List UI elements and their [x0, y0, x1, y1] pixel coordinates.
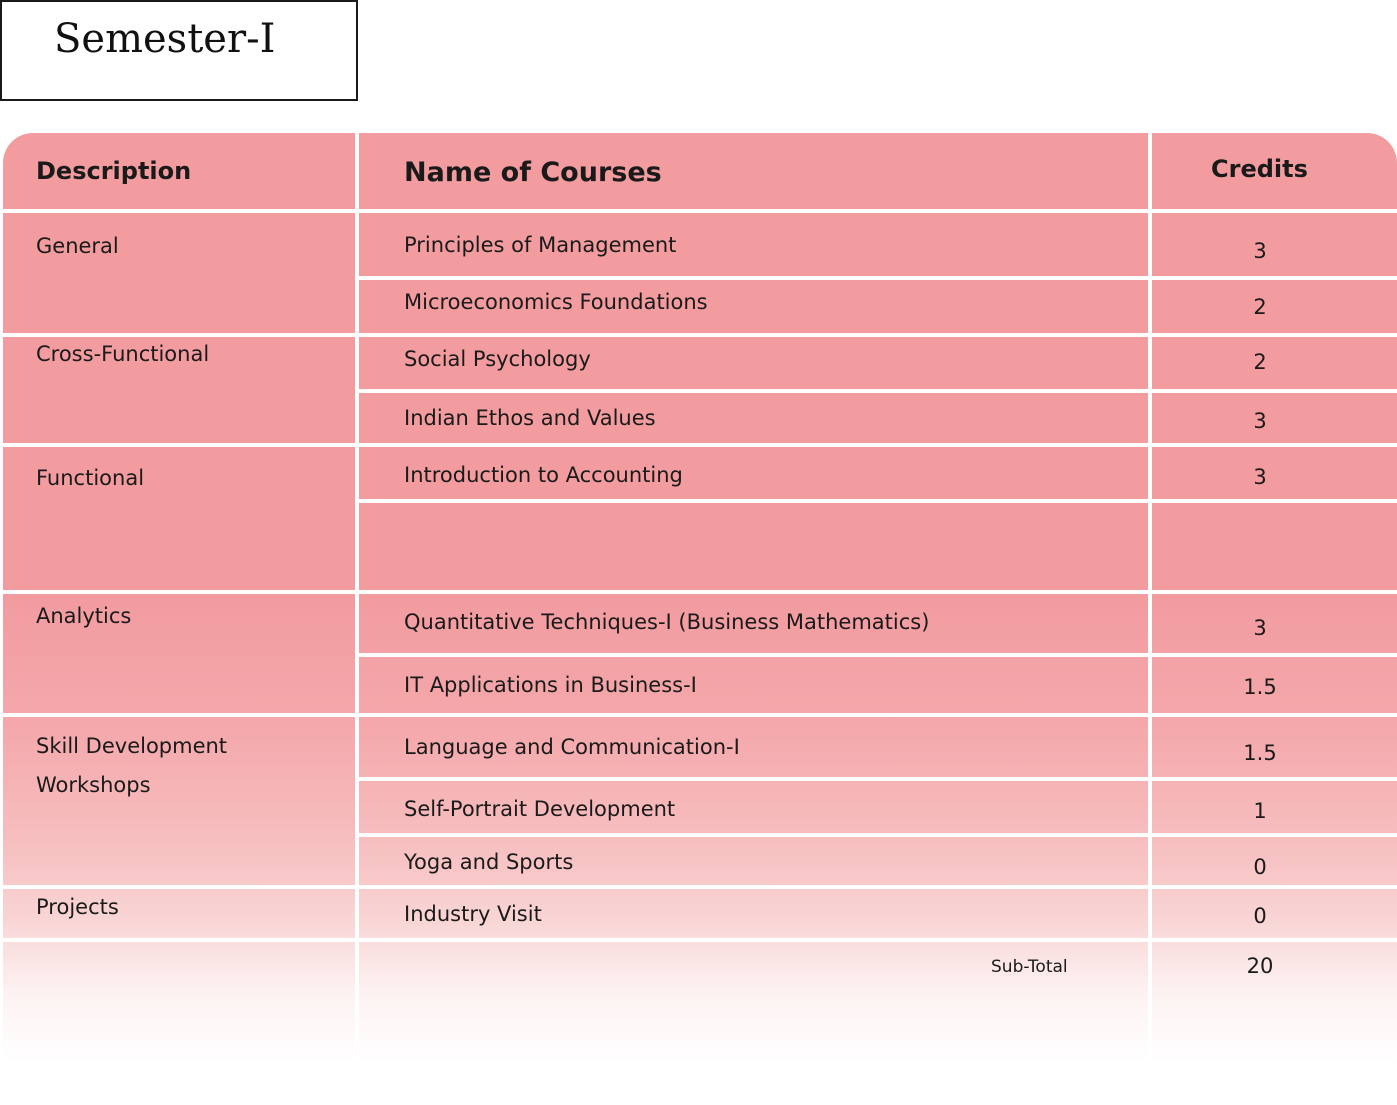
group-divider — [3, 590, 1397, 594]
group-description: Skill Development Workshops — [36, 734, 228, 797]
course-name: Social Psychology — [404, 347, 591, 371]
subtotal-value: 20 — [1246, 954, 1274, 978]
row-divider — [359, 833, 1397, 837]
course-name: Language and Communication-I — [404, 735, 740, 759]
row-divider — [359, 653, 1397, 657]
course-credits: 3 — [1253, 616, 1267, 640]
row-divider — [359, 389, 1397, 393]
semester-title: Semester-I — [54, 16, 276, 62]
course-name: Self-Portrait Development — [404, 797, 676, 821]
course-name: Indian Ethos and Values — [404, 406, 656, 430]
course-credits: 2 — [1253, 350, 1267, 374]
course-name: Industry Visit — [404, 902, 542, 926]
course-name: Microeconomics Foundations — [404, 290, 708, 314]
group-description: Analytics — [36, 604, 132, 628]
header-courses: Name of Courses — [404, 157, 662, 188]
header-divider — [3, 209, 1397, 213]
group-divider — [3, 443, 1397, 447]
row-divider — [359, 777, 1397, 781]
course-name: Quantitative Techniques-I (Business Mathematics) — [404, 610, 930, 634]
course-credits: 2 — [1253, 295, 1267, 319]
group-description: Projects — [36, 895, 119, 919]
subtotal-label: Sub-Total — [991, 957, 1068, 977]
course-name: Introduction to Accounting — [404, 463, 683, 487]
semester-title-box — [0, 0, 358, 101]
header-description: Description — [36, 157, 192, 185]
course-name: Yoga and Sports — [404, 850, 574, 874]
course-credits: 3 — [1253, 465, 1267, 489]
group-description: Functional — [36, 466, 145, 490]
course-credits: 1.5 — [1243, 741, 1277, 765]
course-name: IT Applications in Business-I — [404, 673, 697, 697]
course-credits: 0 — [1253, 904, 1267, 928]
course-credits: 1 — [1253, 799, 1267, 823]
row-divider — [359, 276, 1397, 280]
row-divider — [359, 499, 1397, 503]
group-description: Cross-Functional — [36, 342, 210, 366]
course-credits: 3 — [1253, 239, 1267, 263]
course-credits: 0 — [1253, 855, 1267, 879]
group-divider — [3, 333, 1397, 337]
header-credits: Credits — [1211, 155, 1308, 183]
group-description: General — [36, 234, 119, 258]
course-credits: 1.5 — [1243, 675, 1277, 699]
group-divider — [3, 713, 1397, 717]
course-credits: 3 — [1253, 409, 1267, 433]
group-divider — [3, 885, 1397, 889]
course-name: Principles of Management — [404, 233, 677, 257]
course-table — [3, 133, 1397, 1105]
group-divider — [3, 938, 1397, 942]
